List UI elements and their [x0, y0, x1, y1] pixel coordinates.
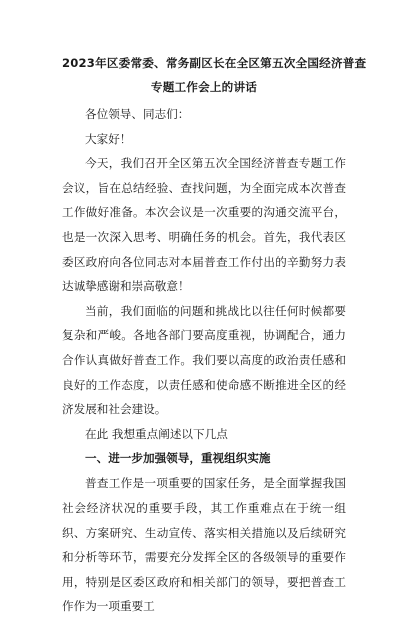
intro-points: 在此 我想重点阐述以下几点: [85, 426, 228, 441]
section-1-heading: 一、进一步加强领导，重视组织实施: [85, 451, 271, 466]
section-1-paragraph: 普查工作是一项重要的国家任务，是全面掌握我国社会经济状况的重要手段，其工作重难点在于统一组织、方案研究、生动宣传、落实相关措施以及后续研究和分析等环节，需要充分发挥全区的各级领导的重要作用，特别是区委区政府和相关部门的领导，要把普查工作作为一项重要工: [62, 476, 346, 614]
document-title-line-1: 2023年区委常委、常务副区长在全区第五次全国经济普查: [62, 56, 367, 70]
salutation: 各位领导、同志们：: [85, 107, 190, 121]
document-title-line-2: 专题工作会上的讲话: [150, 80, 258, 94]
paragraph-opening: 今天，我们召开全区第五次全国经济普查专题工作会议，旨在总结经验、查找问题，为全面完成本次普查工作做好准备。本次会议是一次重要的沟通交流平台，也是一次深入思考、明确任务的机会。首先，我代表区委区政府向各位同志对本届普查工作付出的辛勤努力表达诚挚感谢和崇高敬意！: [62, 156, 346, 294]
paragraph-challenges: 当前，我们面临的问题和挑战比以往任何时候都要复杂和严峻。各地各部门要高度重视，协调配合，通力合作认真做好普查工作。我们要以高度的政治责任感和良好的工作态度，以责任感和使命感不断推进全区的经济发展和社会建设。: [62, 303, 346, 417]
greeting: 大家好！: [85, 131, 132, 146]
